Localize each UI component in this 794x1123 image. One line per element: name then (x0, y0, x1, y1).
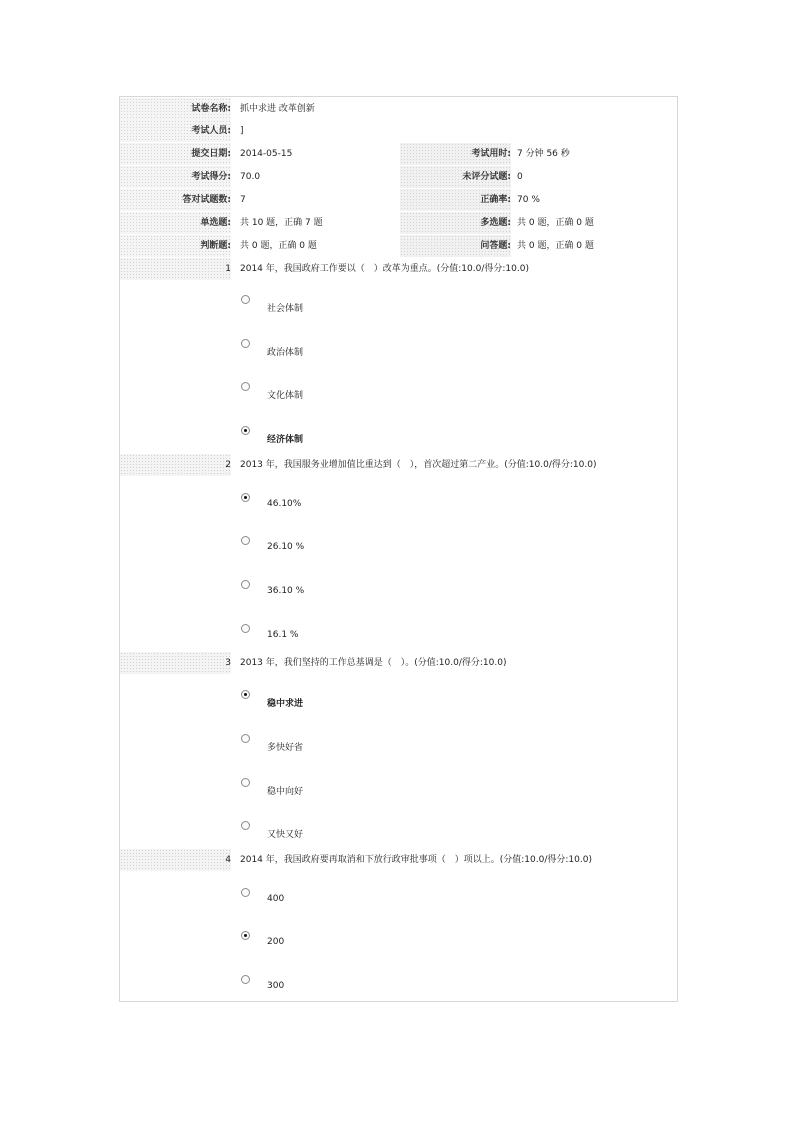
radio-button[interactable] (241, 580, 250, 589)
option-label: 政治体制 (267, 348, 304, 358)
option-label: 200 (267, 937, 285, 947)
option-label: 稳中向好 (267, 787, 304, 797)
submit-date-row (120, 143, 677, 165)
accuracy-value: 70 % (517, 195, 540, 205)
correct-count-value: 7 (240, 195, 246, 205)
radio-button[interactable] (241, 888, 250, 897)
option-label: 16.1 % (267, 630, 299, 640)
exam-result-panel (119, 96, 678, 1002)
radio-button-selected[interactable] (241, 493, 250, 502)
option-label: 社会体制 (267, 304, 304, 314)
judge-label: 判断题: (120, 235, 231, 257)
multi-choice-value: 共 0 题，正确 0 题 (517, 218, 594, 228)
radio-button[interactable] (241, 734, 250, 743)
question-number-text: 3 (225, 658, 231, 668)
score-row (120, 166, 677, 188)
option-label: 46.10% (267, 499, 302, 509)
option-label: 多快好省 (267, 743, 304, 753)
question-4-header (120, 849, 677, 871)
question-number (120, 258, 231, 280)
submit-date-value: 2014-05-15 (240, 149, 293, 159)
paper-name-row (120, 98, 677, 120)
judge-row (120, 235, 677, 257)
single-choice-value: 共 10 题，正确 7 题 (240, 218, 323, 228)
correct-count-label: 答对试题数: (120, 189, 231, 211)
option-label: 稳中求进 (267, 699, 304, 709)
submit-date-label: 提交日期: (120, 143, 231, 165)
question-number-text: 1 (225, 264, 231, 274)
question-text: 2014 年，我国政府工作要以（ ）改革为重点。(分值:10.0/得分:10.0) (240, 264, 529, 274)
score-label: 考试得分: (120, 166, 231, 188)
qa-value: 共 0 题，正确 0 题 (517, 241, 594, 251)
time-used-value: 7 分钟 56 秒 (517, 149, 570, 159)
accuracy-label: 正确率: (400, 189, 511, 211)
score-value: 70.0 (240, 172, 261, 182)
unscored-value: 0 (517, 172, 523, 182)
examinee-row (120, 120, 677, 142)
option-label: 文化体制 (267, 391, 304, 401)
question-text: 2013 年，我国服务业增加值比重达到（ ），首次超过第二产业。(分值:10.0/得分:10.0) (240, 460, 597, 470)
question-1-header (120, 258, 677, 280)
radio-button[interactable] (241, 536, 250, 545)
radio-button[interactable] (241, 295, 250, 304)
radio-button[interactable] (241, 339, 250, 348)
qa-label: 问答题: (400, 235, 511, 257)
judge-value: 共 0 题，正确 0 题 (240, 241, 317, 251)
examinee-value: ] (240, 126, 244, 136)
question-number (120, 849, 231, 871)
radio-button-selected[interactable] (241, 690, 250, 699)
paper-name-value: 抓中求进 改革创新 (240, 104, 315, 114)
option-label: 36.10 % (267, 586, 305, 596)
unscored-label: 未评分试题: (400, 166, 511, 188)
radio-button-selected[interactable] (241, 426, 250, 435)
radio-button[interactable] (241, 778, 250, 787)
question-number-text: 2 (225, 460, 231, 470)
option-label: 400 (267, 894, 285, 904)
question-number-text: 4 (225, 855, 231, 865)
question-3-header (120, 652, 677, 674)
radio-button[interactable] (241, 975, 250, 984)
option-label: 300 (267, 981, 285, 991)
question-text: 2014 年，我国政府要再取消和下放行政审批事项（ ）项以上。(分值:10.0/得分:10.0) (240, 855, 592, 865)
question-text: 2013 年，我们坚持的工作总基调是（ ）。(分值:10.0/得分:10.0) (240, 658, 507, 668)
correct-count-row (120, 189, 677, 211)
option-label: 经济体制 (267, 435, 304, 445)
question-number (120, 454, 231, 476)
radio-button-selected[interactable] (241, 931, 250, 940)
option-label: 26.10 % (267, 542, 305, 552)
option-label: 又快又好 (267, 830, 304, 840)
paper-name-label: 试卷名称: (120, 98, 231, 120)
multi-choice-label: 多选题: (400, 212, 511, 234)
radio-button[interactable] (241, 382, 250, 391)
single-choice-label: 单选题: (120, 212, 231, 234)
radio-button[interactable] (241, 624, 250, 633)
examinee-label: 考试人员: (120, 120, 231, 142)
single-choice-row (120, 212, 677, 234)
question-number (120, 652, 231, 674)
time-used-label: 考试用时: (400, 143, 511, 165)
question-2-header (120, 454, 677, 476)
radio-button[interactable] (241, 821, 250, 830)
